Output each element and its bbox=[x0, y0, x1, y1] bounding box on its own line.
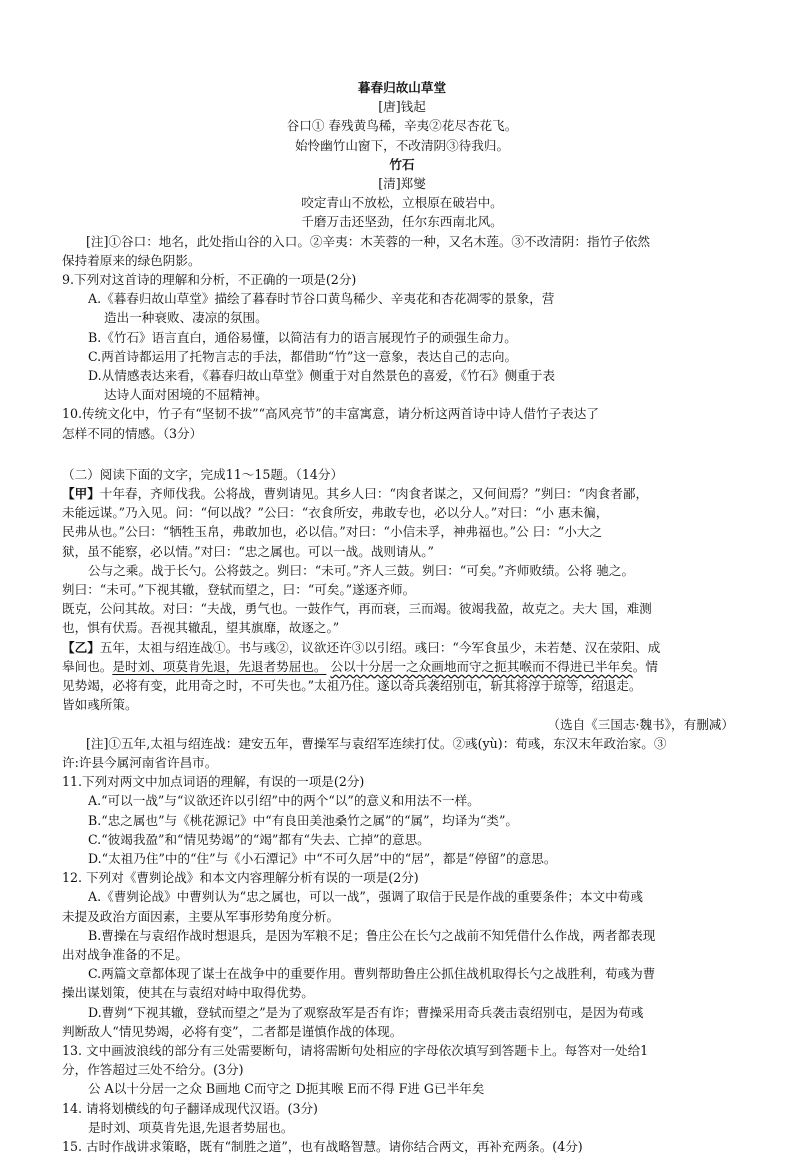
question-11-stem: 11.下列对两文中加点词语的理解，有误的一项是(2分) bbox=[62, 774, 365, 790]
exam-page bbox=[62, 78, 742, 1156]
passage-a: 刿曰：“未可。”下视其辙，登轼而望之，曰：“可矣。”遂逐齐师。 bbox=[62, 582, 416, 598]
question-14-stem: 14. 请将划横线的句子翻译成现代汉语。(3分) bbox=[62, 1100, 318, 1116]
poem1-author: [唐]钱起 bbox=[378, 99, 426, 115]
passage-b: 【乙】五年，太祖与绍连战①。书与彧②，议欲还许③以引绍。彧曰：“今军食虽少，未若楚、汉在荥阳、成 bbox=[62, 639, 661, 655]
poem2-line: 千磨万击还坚劲，任尔东西南北风。 bbox=[301, 214, 503, 230]
poem-notes: [注]①谷口：地名，此处指山谷的入口。②辛夷：木芙蓉的一种，又名木莲。③不改清阴：指竹子依然 bbox=[86, 233, 650, 249]
passage-a: 公与之乘。战于长勺。公将鼓之。刿曰：“未可。”齐人三鼓。刿曰：“可矣。”齐师败绩。公将 驰之。 bbox=[88, 562, 635, 578]
question-9-option-b: B.《竹石》语言直白，通俗易懂，以简洁有力的语言展现竹子的顽强生命力。 bbox=[88, 329, 517, 345]
passage-a: 民弗从也。”公曰：“牺牲玉帛，弗敢加也，必以信。”对曰：“小信未孚，神弗福也。”公 曰：“小大之 bbox=[62, 524, 603, 540]
poem2-author: [清]郑燮 bbox=[378, 176, 426, 192]
question-12-option-a: 未提及政治方面因素，主要从军事形势角度分析。 bbox=[62, 908, 340, 924]
passage-b: 皆如彧所策。 bbox=[62, 697, 138, 713]
question-11-option-a: A.“可以一战”与“议欲还许以引绍”中的两个“以”的意义和用法不一样。 bbox=[88, 793, 480, 809]
question-12-option-a: A.《曹刿论战》中曹刿认为“忠之属也，可以一战”，强调了取信于民是作战的重要条件；本文中荀彧 bbox=[88, 889, 643, 905]
passage-notes: 许:许县今属河南省许昌市。 bbox=[62, 754, 218, 770]
passage-source: （选自《三国志·魏书》，有删减） bbox=[547, 716, 734, 732]
question-12-option-b: B.曹操在与袁绍作战时想退兵，是因为军粮不足；鲁庄公在长勺之战前不知凭借什么作战，两者都表现 bbox=[88, 927, 656, 943]
question-15: 15. 古时作战讲求策略，既有“制胜之道”，也有战略智慧。请你结合两文，再补充两条。(4分) bbox=[62, 1138, 583, 1154]
question-10: 10.传统文化中，竹子有“坚韧不拔”“高风亮节”的丰富寓意，请分析这两首诗中诗人借竹子表达了 bbox=[62, 406, 599, 422]
question-14-sentence: 是时刘、项莫肯先退,先退者势屈也。 bbox=[88, 1119, 294, 1135]
question-9-option-d: 达诗人面对困境的不屈精神。 bbox=[104, 387, 268, 403]
passage-a-label: 【甲】 bbox=[62, 486, 100, 502]
poem1-title: 暮春归故山草堂 bbox=[357, 80, 447, 95]
question-13: 13. 文中画波浪线的部分有三处需要断句，请将需断句处相应的字母依次填写到答题卡上。每答对一处给1 bbox=[62, 1042, 649, 1058]
question-9-option-c: C.两首诗都运用了托物言志的手法，都借助“竹”这一意象，表达自己的志向。 bbox=[88, 348, 518, 364]
question-12-stem: 12. 下列对《曹刿论战》和本文内容理解分析有误的一项是(2分) bbox=[62, 870, 419, 886]
question-11-option-b: B.“忠之属也”与《桃花源记》中“有良田美池桑竹之属”的“属”，均译为“类”。 bbox=[88, 812, 518, 828]
poem-notes: 保持着原来的绿色阴影。 bbox=[62, 252, 201, 268]
question-10: 怎样不同的情感。（3分） bbox=[62, 425, 203, 441]
question-12-option-d: 判断敌人“情见势竭，必将有变”，二者都是谨慎作战的体现。 bbox=[62, 1023, 403, 1039]
question-13: 分，作答超过三处不给分。(3分) bbox=[62, 1062, 244, 1078]
wavy-underlined-text: 公以十分居一之众画地而守之扼其喉而不得进已半年矣 bbox=[330, 658, 633, 674]
section-heading: （二）阅读下面的文字，完成11～15题。（14分） bbox=[62, 466, 344, 482]
passage-a: 既克，公问其故。对曰：“夫战，勇气也。一鼓作气，再而衰，三而竭。彼竭我盈，故克之。夫大 国，难测 bbox=[62, 601, 652, 617]
passage-a: 【甲】十年春，齐师伐我。公将战，曹刿请见。其乡人曰：“肉食者谋之，又何间焉？”刿曰：“肉食者鄙， bbox=[62, 486, 649, 502]
underlined-sentence: 是时刘、项莫肯先退，先退者势屈也。 bbox=[112, 658, 327, 674]
poem1-line: 谷口① 春残黄鸟稀，辛夷②花尽杏花飞。 bbox=[286, 118, 518, 134]
passage-b-label: 【乙】 bbox=[62, 639, 100, 655]
question-9-option-a: A.《暮春归故山草堂》描绘了暮春时节谷口黄鸟稀少、辛夷花和杏花凋零的景象，营 bbox=[88, 291, 555, 307]
question-9-stem: 9.下列对这首诗的理解和分析，不正确的一项是(2分) bbox=[62, 272, 357, 288]
question-12-option-c: C.两篇文章都体现了谋士在战争中的重要作用。曹刿帮助鲁庄公抓住战机取得长勺之战胜利，荀彧为曹 bbox=[88, 966, 656, 982]
passage-b: 见势竭，必将有变，此用奇之时，不可失也。”太祖乃住。遂以奇兵袭绍别屯，斩其将淳于琼等，绍退走。 bbox=[62, 678, 642, 694]
question-13-segment: 公 A以十分居一之众 B画地 C而守之 D扼其喉 E而不得 F进 G已半年矣 bbox=[88, 1081, 485, 1097]
passage-notes: [注]①五年,太祖与绍连战：建安五年，曹操军与袁绍军连续打仗。②彧(yù)：荀彧，东汉末年政治家。③ bbox=[86, 735, 667, 751]
question-9-option-d: D.从情感表达来看，《暮春归故山草堂》侧重于对自然景色的喜爱，《竹石》侧重于表 bbox=[88, 368, 556, 384]
question-12-option-b: 出对战争准备的不足。 bbox=[62, 946, 188, 962]
question-11-option-d: D.“太祖乃住”中的“住”与《小石潭记》中“不可久居”中的“居”，都是“停留”的意思。 bbox=[88, 850, 557, 866]
passage-a: 狱，虽不能察，必以情。”对曰：“忠之属也。可以一战。战则请从。” bbox=[62, 543, 434, 559]
question-12-option-d: D.曹刿“下视其辙，登轼而望之”是为了观察敌军是否有诈；曹操采用奇兵袭击袁绍别屯，是因为荀彧 bbox=[88, 1004, 644, 1020]
passage-b: 皋间也。是时刘、项莫肯先退，先退者势屈也。 公以十分居一之众画地而守之扼其喉而不得进已半年矣。情 bbox=[62, 658, 658, 674]
question-11-option-c: C.“彼竭我盈”和“情见势竭”的“竭”都有“失去、亡掉”的意思。 bbox=[88, 831, 430, 847]
question-9-option-a: 造出一种衰败、凄凉的氛围。 bbox=[104, 310, 268, 326]
poem1-line: 始怜幽竹山窗下，不改清阴③待我归。 bbox=[294, 137, 510, 153]
poem2-line: 咬定青山不放松，立根原在破岩中。 bbox=[301, 195, 503, 211]
passage-a: 也，惧有伏焉。吾视其辙乱，望其旗靡，故逐之。” bbox=[62, 620, 340, 636]
passage-a: 未能远谋。”乃入见。问：“何以战？”公曰：“衣食所安，弗敢专也，必以分人。”对曰：“小 惠未徧， bbox=[62, 505, 609, 521]
question-12-option-c: 操出谋划策，使其在与袁绍对峙中取得优势。 bbox=[62, 985, 314, 1001]
poem2-title: 竹石 bbox=[389, 156, 415, 172]
